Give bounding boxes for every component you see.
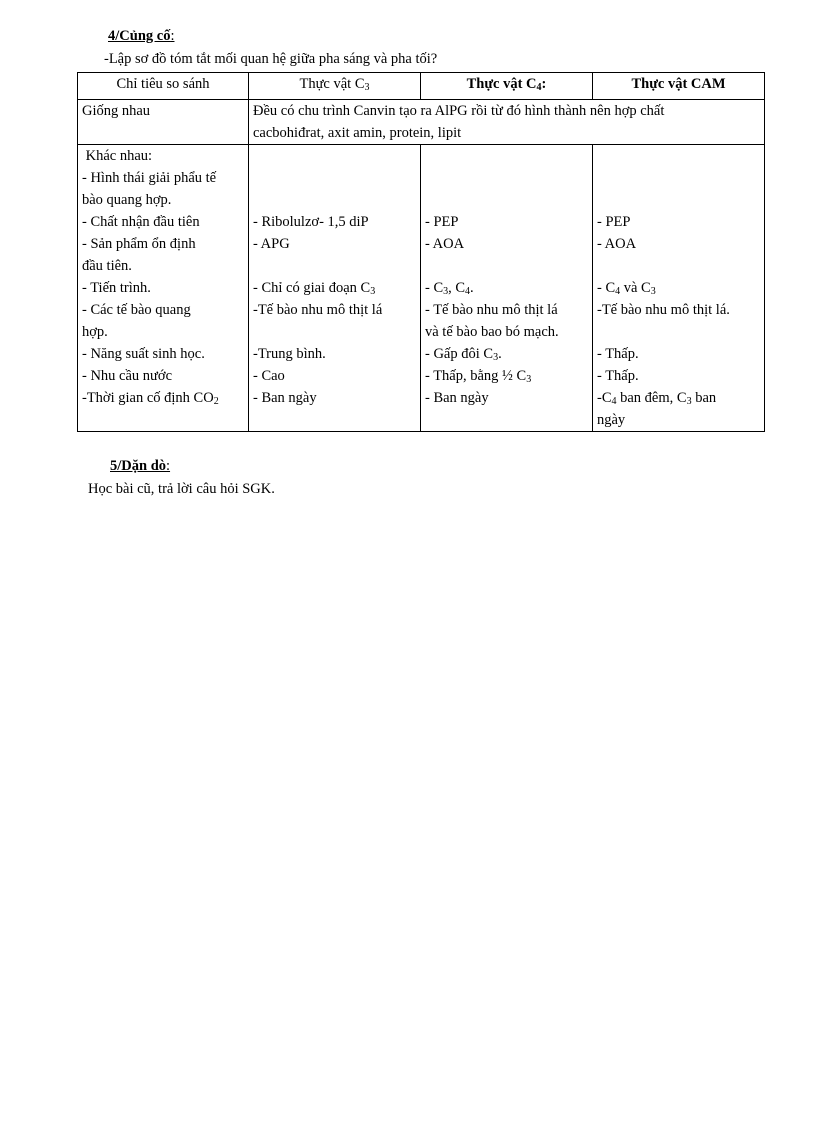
section-5-title: 5/Dặn dò: [110, 458, 167, 474]
similar-label: Giống nhau: [78, 100, 249, 145]
intro-text: -Lập sơ đồ tóm tắt mối quan hệ giữa pha sáng và pha tối?: [104, 51, 438, 67]
different-c4-cell: - PEP - AOA - $C_3$, $C_4$. - Tế bào nhu mô thịt lá và tế bào bao bó mạch. - Gấp đôi $C_3$. - Thấp, bằng ½ $C_3$ - Ban ngày: [421, 145, 593, 432]
different-heading: Khác nhau:: [82, 148, 153, 164]
table-header-row: [78, 73, 765, 100]
section-4-heading: [108, 28, 174, 45]
header-c4: Thực vật $C_4$:: [421, 73, 593, 100]
similar-text: Đều có chu trình Canvin tạo ra AlPG rồi từ đó hình thành nên hợp chất cacbohiđrat, axit amin, protein, lipit: [249, 100, 765, 145]
different-c3-cell: - Ribolulzơ- 1,5 diP - APG - Chỉ có giai đoạn $C_3$ -Tế bào nhu mô thịt lá -Trung bình. - Cao - Ban ngày: [249, 145, 421, 432]
table-row-similar: [78, 100, 765, 145]
header-criteria: Chỉ tiêu so sánh: [78, 73, 249, 100]
homework-text: Học bài cũ, trả lời câu hỏi SGK.: [88, 481, 275, 497]
section-4-title: 4/Củng cố: [108, 28, 171, 44]
different-cam-cell: - PEP - AOA - $C_4$ và $C_3$ -Tế bào nhu mô thịt lá. - Thấp. - Thấp. $-C_4$ ban đêm, $C_3$ ban ngày: [593, 145, 765, 432]
table-row-different: [78, 145, 765, 432]
section-5-colon: :: [166, 458, 171, 474]
comparison-table: [77, 72, 765, 432]
different-criteria-cell: Khác nhau: - Hình thái giải phẩu tế bào quang hợp. - Chất nhận đầu tiên - Sản phẩm ổn định đầu tiên. - Tiến trình. - Các tế bào quang hợp. - Năng suất sinh học. - Nhu cầu nước -Thời gian cố định $CO_2$: [78, 145, 249, 432]
header-cam: Thực vật CAM: [593, 73, 765, 100]
section-4-colon: :: [170, 28, 175, 44]
header-c3: Thực vật $C_3$: [249, 73, 421, 100]
section-5-heading: [110, 458, 170, 475]
